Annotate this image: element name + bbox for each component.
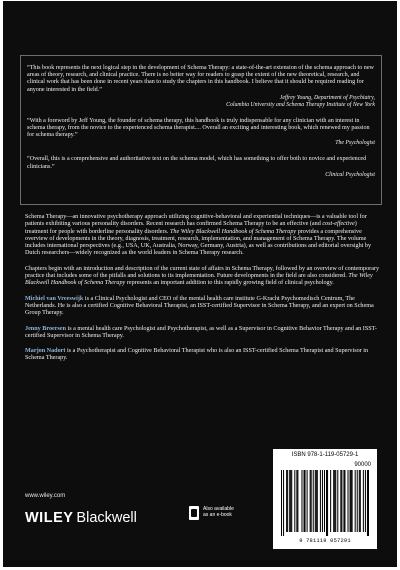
barcode-bar	[330, 470, 331, 532]
description-paragraph-1: Schema Therapy—an innovative psychotherapy approach utilizing cognitive-behavioral and experiential techniques—is a valuable tool for patients exhibiting various personality disorders. Recent research has confirmed Schema Therapy to be an effective (and cost-effective) treatment for people with borderline personality disorders. The Wiley Blackwell Handbook of Schema Therapy provides a comprehensive overview of developments in the theory, diagnosis, treatment, research, implementation, and management of Schema Therapy. The volume includes international perspectives (e.g., USA, UK, Australia, Norway, Germany, Austria), as well as contributions and editorial oversight by Dutch researchers—widely recognized as the world leaders in Schema Therapy research.	[25, 214, 372, 257]
praise-attribution-3: Clinical Psychologist	[325, 171, 375, 178]
editor-name: Marjon Nadort	[25, 348, 66, 355]
barcode-bar	[334, 470, 335, 532]
barcode-bar	[313, 470, 314, 532]
barcode-bar	[351, 470, 352, 532]
praise-attribution-1b: Columbia University and Schema Therapy Institute of New York	[226, 101, 375, 108]
barcode-bar	[304, 470, 305, 532]
barcode-bar	[320, 470, 321, 532]
barcode-bar	[357, 470, 358, 532]
barcode-bar	[311, 470, 312, 532]
barcode-bar	[287, 470, 288, 532]
logo-wiley: WILEY	[25, 510, 74, 526]
barcode-bar	[368, 470, 369, 536]
barcode-bar	[360, 470, 361, 532]
praise-box	[20, 55, 382, 205]
barcode-bar	[322, 470, 323, 532]
barcode-bar	[363, 470, 364, 532]
barcode-bar	[301, 470, 302, 532]
barcode-bar	[291, 470, 292, 532]
barcode-bar	[365, 470, 366, 532]
barcode-bar	[294, 470, 295, 532]
barcode-bar	[337, 470, 338, 532]
description	[25, 214, 381, 371]
barcode-bars	[281, 470, 369, 536]
praise-attribution-1a: Jeffrey Young, Department of Psychiatry,	[279, 94, 375, 101]
barcode-bar	[352, 470, 353, 532]
publisher-logo	[25, 510, 137, 526]
editor-name: Jenny Broersen	[25, 325, 66, 332]
barcode-bar	[350, 470, 351, 532]
barcode-bar	[283, 470, 284, 536]
barcode-bar	[348, 470, 349, 532]
logo-blackwell: Blackwell	[76, 510, 137, 526]
editor-bio-3: Marjon Nadort is a Psychotherapist and Cognitive Behavioral Therapist who is also an ISST-certified Schema Therapist and Supervisor in Schema Therapy.	[25, 348, 369, 362]
ebook-line-1: Also available	[203, 506, 234, 512]
barcode-bar	[359, 470, 360, 532]
description-paragraph-2: Chapters begin with an introduction and description of the current state of affairs in Schema Therapy, followed by an overview of contemporary practice that includes some of the pitfalls and solutions to its implementation. Future developments in the field are also considered. The Wiley Blackwell Handbook of Schema Therapy represents an important addition to this rapidly growing field of clinical psychology.	[25, 265, 380, 287]
barcode-bar	[355, 470, 356, 532]
praise-quote-2: “With a foreword by Jeff Young, the founder of schema therapy, this handbook is truly indispensable for any clinician with an interest in schema therapy, from the novice to the experienced schema therapist.... Overall an exciting and interesting book, which renewed my passion for schema therapy.”	[27, 117, 370, 139]
barcode-bar	[316, 470, 317, 532]
barcode-bar	[327, 470, 328, 536]
back-cover	[3, 1, 397, 567]
editor-name: Michiel van Vreeswijk	[25, 295, 84, 302]
barcode-bar	[333, 470, 334, 532]
barcode-bar	[343, 470, 344, 532]
barcode-bar	[307, 470, 308, 532]
barcode-bar	[281, 470, 282, 536]
barcode-bar	[317, 470, 318, 532]
barcode-graphic	[281, 470, 369, 536]
isbn-text: ISBN 978-1-119-05729-1	[291, 452, 359, 458]
barcode-bar	[326, 470, 327, 536]
barcode-bar	[305, 470, 306, 532]
barcode-bar	[297, 470, 298, 532]
barcode-bar	[289, 470, 290, 532]
barcode-number: 9 781119 057291	[299, 538, 351, 544]
publisher-url[interactable]: www.wiley.com	[25, 493, 66, 499]
editor-bio-2: Jenny Broersen is a mental health care Psychologist and Psychotherapist, as well as a Supervisor in Cognitive Behavior Therapy and an ISST-certified Supervisor in Schema Therapy.	[25, 325, 377, 339]
barcode-bar	[296, 470, 297, 532]
barcode-bar	[344, 470, 345, 532]
ebook-badge	[189, 504, 249, 526]
barcode-bar	[310, 470, 311, 532]
price-code: 90000	[354, 462, 371, 468]
barcode-bar	[367, 470, 368, 536]
barcode-bar	[341, 470, 342, 532]
editor-bio-1: Michiel van Vreeswijk is a Clinical Psychologist and CEO of the mental health care institute G-Kracht Psychomedisch Centrum, The Netherlands. He is also a certified Cognitive Behavioral Therapist, an ISST-certified Supervisor in Schema Therapy, and an expert on Schema Group Therapy.	[25, 295, 374, 317]
barcode-panel	[273, 449, 377, 549]
praise-quote-3: “Overall, this is a comprehensive and authoritative text on the schema model, which has something to offer both to novice and experienced clinicians.”	[27, 156, 367, 170]
praise-quote-1: “This book represents the next logical step in the development of Schema Therapy: a state-of-the-art extension of the schema approach to new areas of theory, research, and clinical practice. There is no better way for readers to grasp the extent of the new theoretical, research, and clinical work that has been done in recent years than to study the chapters in this handbook. I believe that it should be required reading for anyone interested in the field.”	[27, 65, 374, 93]
barcode-bar	[340, 470, 341, 532]
ebook-line-2: as an e-book	[203, 512, 232, 518]
barcode-bar	[315, 470, 316, 532]
barcode-bar	[290, 470, 291, 532]
ebook-device-icon	[189, 506, 199, 520]
barcode-bar	[335, 470, 336, 532]
praise-attribution-2: The Psychologist	[335, 140, 375, 147]
barcode-bar	[324, 470, 325, 532]
barcode-bar	[286, 470, 287, 532]
